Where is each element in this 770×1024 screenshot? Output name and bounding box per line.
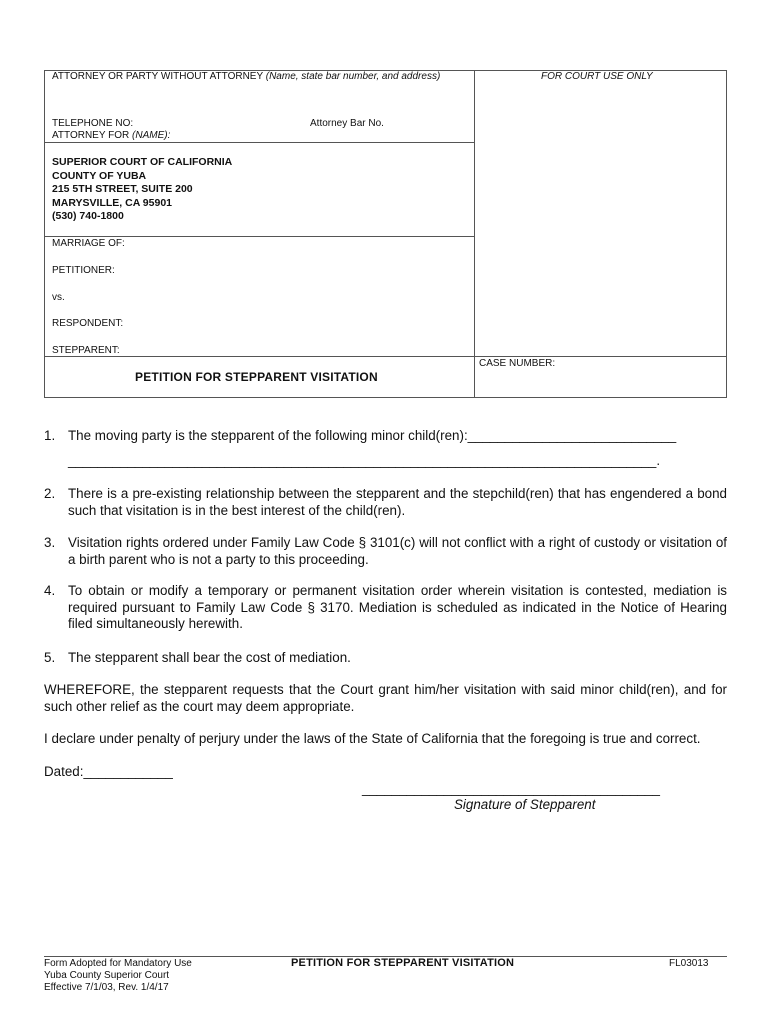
wherefore-paragraph: WHEREFORE, the stepparent requests that the Court grant him/her visitation with said minor child(ren), and for such other relief as the court may deem appropriate.: [44, 682, 727, 714]
court-address: [52, 156, 232, 224]
divider-title: [44, 356, 727, 357]
court-city: MARYSVILLE, CA 95901: [52, 196, 173, 209]
court-name: SUPERIOR COURT OF CALIFORNIA: [52, 156, 233, 168]
item-4: [44, 583, 727, 633]
footer-form-code: FL03013: [669, 958, 709, 969]
stepparent-label: STEPPARENT:: [52, 345, 120, 356]
item-number: 3.: [44, 535, 56, 550]
footer-line-2: Yuba County Superior Court: [44, 970, 170, 981]
item-text: There is a pre-existing relationship between the stepparent and the stepchild(ren) that has engendered a bond such that visitation is in the best interest of the child(ren).: [68, 486, 727, 518]
footer-line-3: Effective 7/1/03, Rev. 1/4/17: [44, 982, 169, 993]
item-text: Visitation rights ordered under Family Law Code § 3101(c) will not conflict with a right of custody or visitation of a birth parent who is not a party to this proceeding.: [68, 535, 727, 567]
footer-line-1: Form Adopted for Mandatory Use: [44, 958, 192, 969]
dated-field[interactable]: Dated:____________: [44, 764, 173, 779]
item-number: 4.: [44, 583, 56, 598]
attorney-header: [52, 71, 440, 83]
marriage-of-label: MARRIAGE OF:: [52, 238, 125, 249]
signature-line[interactable]: ________________________________________: [362, 781, 660, 796]
item-text: The stepparent shall bear the cost of mediation.: [68, 650, 351, 665]
item-3: [44, 535, 727, 568]
item-number: 1.: [44, 428, 56, 443]
court-phone: (530) 740-1800: [52, 210, 124, 222]
form-title: PETITION FOR STEPPARENT VISITATION: [135, 370, 378, 384]
case-number-label: CASE NUMBER:: [479, 358, 556, 369]
caption-box: [44, 70, 727, 398]
attorney-bar-label: Attorney Bar No.: [310, 118, 384, 129]
vs-label: vs.: [52, 292, 65, 303]
attorney-for-label: ATTORNEY FOR: [52, 130, 130, 141]
divider-court: [44, 236, 474, 237]
attorney-for: [52, 130, 170, 142]
caption-divider-vertical: [474, 70, 475, 398]
court-street: 215 5TH STREET, SUITE 200: [52, 183, 193, 195]
item-number: 5.: [44, 650, 56, 665]
attorney-label: ATTORNEY OR PARTY WITHOUT ATTORNEY: [52, 71, 263, 82]
attorney-for-hint: (NAME):: [132, 130, 171, 141]
attorney-hint: (Name, state bar number, and address): [265, 71, 441, 82]
court-use-label: FOR COURT USE ONLY: [541, 71, 653, 82]
divider-attorney: [44, 142, 474, 143]
item-text: To obtain or modify a temporary or permanent visitation order wherein visitation is contested, mediation is required pursuant to Family Law Code § 3170. Mediation is scheduled as indicated in the Notice of Hearing filed simultaneously herewith.: [68, 583, 727, 631]
item-number: 2.: [44, 486, 56, 501]
declaration-paragraph: I declare under penalty of perjury under the laws of the State of California that the foregoing is true and correct.: [44, 731, 701, 746]
item-1: [44, 428, 727, 469]
item-1-line1: The moving party is the stepparent of the following minor child(ren):____________________________: [68, 428, 677, 443]
signature-label: Signature of Stepparent: [454, 797, 596, 812]
item-5: [44, 650, 727, 667]
petitioner-label: PETITIONER:: [52, 265, 115, 276]
item-1-line2: _______________________________________________________________________________.: [68, 452, 661, 468]
item-2: [44, 486, 727, 519]
footer-title: PETITION FOR STEPPARENT VISITATION: [291, 957, 515, 969]
respondent-label: RESPONDENT:: [52, 318, 124, 329]
telephone-label: TELEPHONE NO:: [52, 118, 134, 129]
court-county: COUNTY OF YUBA: [52, 169, 147, 182]
footer-adoption: [44, 958, 192, 994]
